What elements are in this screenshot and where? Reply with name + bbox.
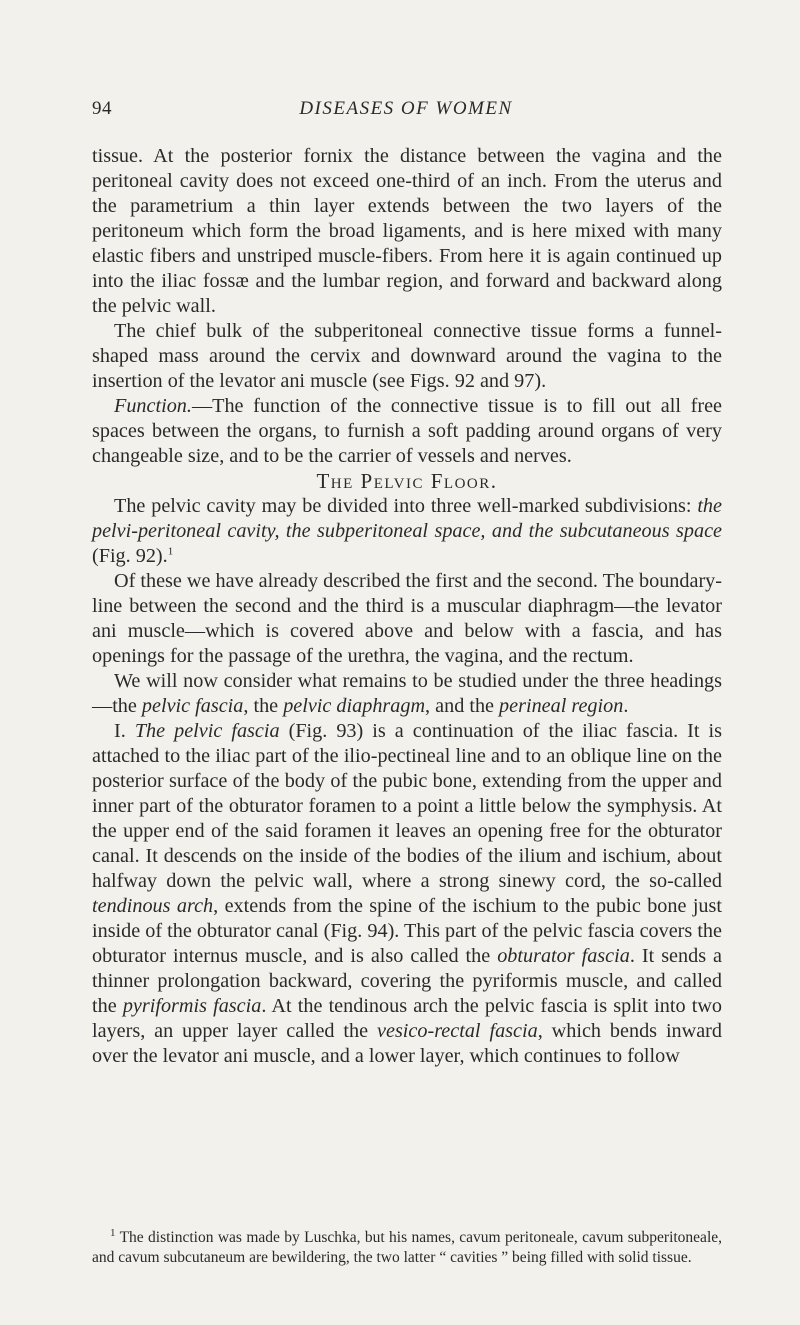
footnote-marker: 1 bbox=[110, 1226, 116, 1239]
fascia-text-c: . It sends a thinner prolongation backward, covering the pyriformis muscle, and called the bbox=[92, 945, 723, 1017]
function-label: Function. bbox=[114, 395, 192, 417]
footnote-text: The distinction was made by Luschka, but his names, cavum peritoneale, cavum subperitoneale, and cavum subcutaneum are bewildering, the two latter “ cavities ” being filled with solid tissue. bbox=[92, 1229, 722, 1266]
section-heading: The Pelvic Floor. bbox=[316, 469, 498, 493]
page-number: 94 bbox=[92, 98, 112, 119]
term-tendinous-arch: tendinous arch bbox=[92, 895, 214, 917]
footnote-ref: 1 bbox=[167, 545, 174, 558]
headings-text-d: . bbox=[623, 695, 629, 717]
section-number: I. bbox=[114, 720, 135, 742]
fascia-text-e: , which bends inward over the levator ani muscle, and a lower layer, which continues to follow bbox=[92, 1020, 722, 1067]
subdivisions-text-b: (Fig. 92). bbox=[92, 545, 168, 567]
paragraph-2: The chief bulk of the subperitoneal connective tissue forms a funnel-shaped mass around the cervix and downward around the vagina to the insertion of the levator ani muscle (see Figs. 92 and 97). bbox=[92, 320, 722, 392]
paragraph-1: tissue. At the posterior fornix the distance between the vagina and the peritoneal cavity does not exceed one-third of an inch. From the uterus and the parametrium a thin layer extends between the two layers of the peritoneum which form the broad ligaments, and is here mixed with many elastic fibers and unstriped muscle-fibers. From here it is again continued up into the iliac fossæ and the lumbar region, and forward and backward along the pelvic wall. bbox=[92, 145, 722, 317]
term-perineal-region: perineal region bbox=[499, 695, 624, 717]
term-pelvic-fascia: pelvic fascia bbox=[141, 695, 244, 717]
paragraph-pelvic-fascia bbox=[92, 719, 722, 1069]
function-text: —The function of the connective tissue is to fill out all free spaces between the organs, to furnish a soft padding around organs of very changeable size, and to be the carrier of vessels and nerves. bbox=[92, 395, 722, 467]
paragraph-boundary: Of these we have already described the first and the second. The boundary-line between the second and the third is a muscular diaphragm—the levator ani muscle—which is covered above and below with a fascia, and has openings for the passage of the urethra, the vagina, and the rectum. bbox=[92, 570, 722, 667]
fascia-text-a: (Fig. 93) is a continuation of the iliac fascia. It is attached to the iliac part of the ilio-pectineal line and to an oblique line on the posterior surface of the body of the pubic bone, extending from the upper and inner part of the obturator foramen to a point a little below the symphysis. At the upper end of the said foramen it leaves an opening free for the obturator canal. It descends on the inside of the bodies of the ilium and ischium, about halfway down the pelvic wall, where a strong sinewy cord, the so-called bbox=[92, 720, 722, 892]
term-pelvic-diaphragm: pelvic diaphragm bbox=[283, 695, 426, 717]
body-text bbox=[92, 144, 722, 1069]
term-pyriformis-fascia: pyriformis fascia bbox=[122, 995, 262, 1017]
term-pelvic-fascia-2: The pelvic fascia bbox=[134, 720, 280, 742]
subdivisions-text-a: The pelvic cavity may be divided into three well-marked subdivisions: bbox=[114, 495, 698, 517]
running-header bbox=[92, 98, 720, 128]
headings-text-a: We will now consider what remains to be studied under the three headings—the bbox=[92, 670, 722, 717]
term-obturator-fascia: obturator fascia bbox=[497, 945, 630, 967]
term-vesico-rectal-fascia: vesico-rectal fascia bbox=[377, 1020, 538, 1042]
paragraph-headings bbox=[92, 669, 722, 719]
footnote-paragraph bbox=[92, 1228, 722, 1268]
fascia-text-b: , extends from the spine of the ischium to the pubic bone just inside of the obturator canal (Fig. 94). This part of the pelvic fascia covers the obturator internus muscle, and is also called the bbox=[92, 895, 722, 967]
subdivisions-terms: the pelvi-peritoneal cavity, the subperitoneal space, and the subcutaneous space bbox=[92, 495, 722, 542]
paragraph-subdivisions bbox=[92, 494, 722, 569]
headings-text-b: , the bbox=[243, 695, 284, 717]
footnote bbox=[92, 1228, 722, 1268]
fascia-text-d: . At the tendinous arch the pelvic fascia is split into two layers, an upper layer called the bbox=[92, 995, 722, 1042]
paragraph-function bbox=[92, 394, 722, 469]
running-title: DISEASES OF WOMEN bbox=[299, 98, 513, 119]
headings-text-c: , and the bbox=[425, 695, 500, 717]
